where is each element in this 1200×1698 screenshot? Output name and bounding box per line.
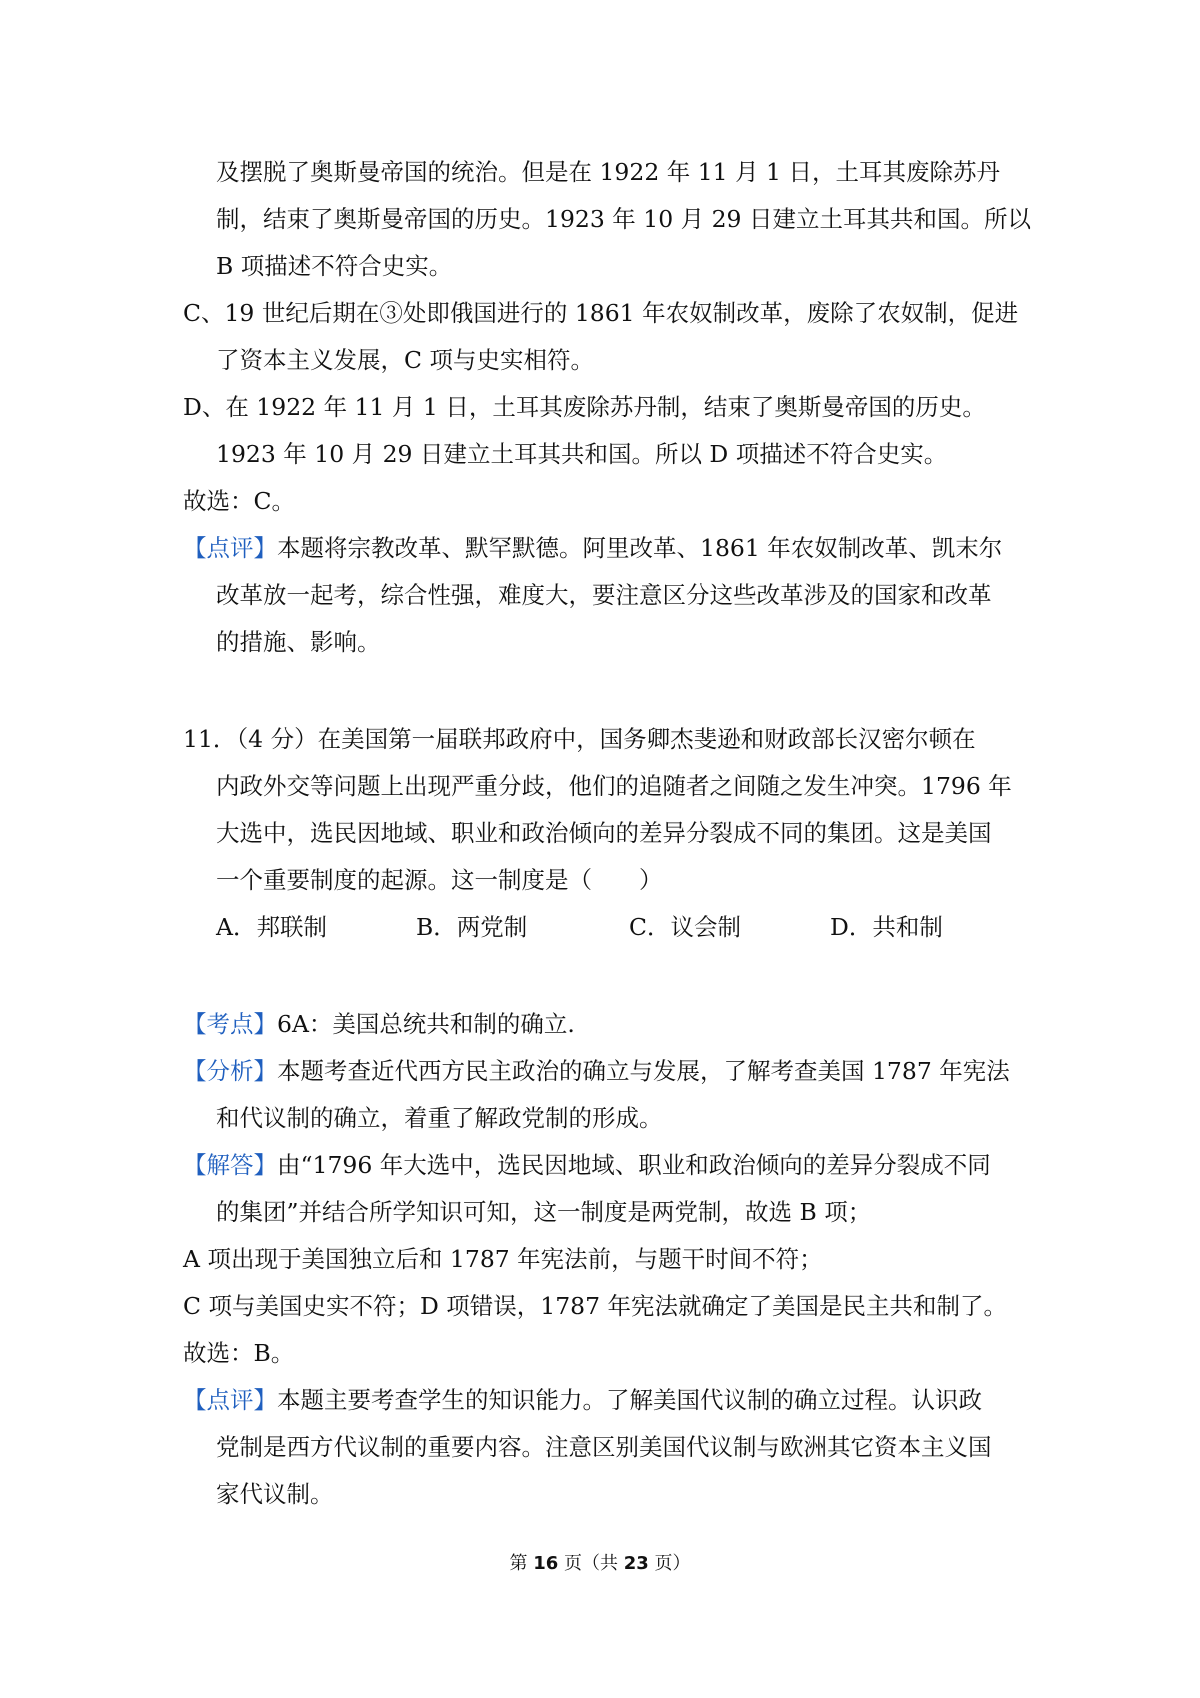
text-line: 及摆脱了奥斯曼帝国的统治。但是在 1922 年 11 月 1 日，土耳其废除苏丹 [216,158,1000,186]
jieda-text: 由“1796 年大选中，选民因地域、职业和政治倾向的差异分裂成不同 [277,1151,991,1179]
comment-paragraph [183,531,1002,565]
text-line: 家代议制。 [216,1480,334,1508]
jieda-tag: 【解答】 [183,1151,277,1179]
comment-tag: 【点评】 [183,1386,277,1414]
text-line: C 项与美国史实不符；D 项错误，1787 年宪法就确定了美国是民主共和制了。 [183,1292,1008,1320]
answer-choice: 故选：B。 [183,1339,295,1367]
question-11-stem: 11．（4 分）在美国第一届联邦政府中，国务卿杰斐逊和财政部长汉密尔顿在 [183,725,976,753]
page-total: 23 [623,1553,649,1574]
option-d-explanation: D、在 1922 年 11 月 1 日，土耳其废除苏丹制，结束了奥斯曼帝国的历史。 [183,393,986,421]
answer-choice: 故选：C。 [183,487,295,515]
page-footer [0,1552,1200,1576]
text-line: 1923 年 10 月 29 日建立土耳其共和国。所以 D 项描述不符合史实。 [216,440,948,468]
text-line: 和代议制的确立，着重了解政党制的形成。 [216,1104,663,1132]
comment-text: 本题主要考查学生的知识能力。了解美国代议制的确立过程。认识政 [277,1386,982,1414]
fenxi-paragraph [183,1054,1010,1088]
footer-middle: 页（共 [564,1553,618,1574]
fenxi-tag: 【分析】 [183,1057,277,1085]
text-line: 党制是西方代议制的重要内容。注意区别美国代议制与欧洲其它资本主义国 [216,1433,992,1461]
option-d: D．共和制 [830,913,943,941]
option-a: A．邦联制 [216,913,327,941]
comment-paragraph [183,1383,982,1417]
kaodian-text: 6A：美国总统共和制的确立. [277,1010,575,1038]
comment-tag: 【点评】 [183,534,277,562]
text-line: A 项出现于美国独立后和 1787 年宪法前，与题干时间不符； [183,1245,823,1273]
kaodian-paragraph [183,1007,575,1041]
option-b: B．两党制 [416,913,528,941]
comment-text: 本题将宗教改革、默罕默德。阿里改革、1861 年农奴制改革、凯末尔 [277,534,1003,562]
text-line: 大选中，选民因地域、职业和政治倾向的差异分裂成不同的集团。这是美国 [216,819,992,847]
option-c: C．议会制 [629,913,741,941]
text-line: 的措施、影响。 [216,628,381,656]
kaodian-tag: 【考点】 [183,1010,277,1038]
text-line: 制，结束了奥斯曼帝国的历史。1923 年 10 月 29 日建立土耳其共和国。所以 [216,205,1031,233]
text-line: 了资本主义发展，C 项与史实相符。 [216,346,594,374]
text-line: 内政外交等问题上出现严重分歧，他们的追随者之间随之发生冲突。1796 年 [216,772,1012,800]
text-line: 一个重要制度的起源。这一制度是（ ） [216,866,663,894]
fenxi-text: 本题考查近代西方民主政治的确立与发展，了解考查美国 1787 年宪法 [277,1057,1010,1085]
page-number: 16 [533,1553,559,1574]
text-line: B 项描述不符合史实。 [216,252,453,280]
option-c-explanation: C、19 世纪后期在③处即俄国进行的 1861 年农奴制改革，废除了农奴制，促进 [183,299,1019,327]
footer-prefix: 第 [509,1553,528,1574]
text-line: 改革放一起考，综合性强，难度大，要注意区分这些改革涉及的国家和改革 [216,581,992,609]
text-line: 的集团”并结合所学知识可知，这一制度是两党制，故选 B 项； [216,1198,872,1226]
footer-suffix: 页） [654,1553,691,1574]
jieda-paragraph [183,1148,991,1182]
